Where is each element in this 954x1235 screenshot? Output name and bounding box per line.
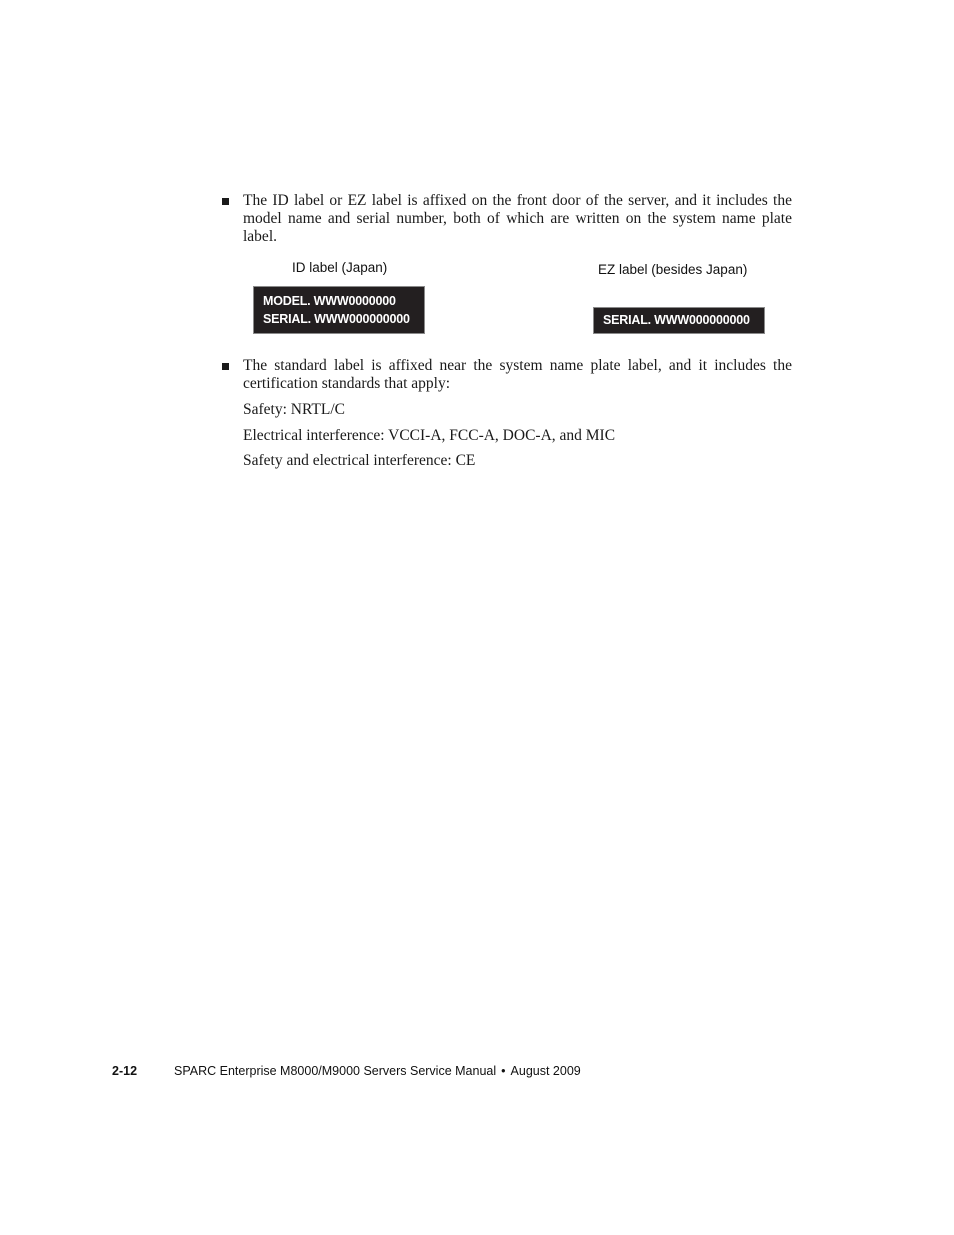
bullet-item-standard-label [222, 357, 792, 393]
page-footer [112, 1064, 581, 1078]
ez-label-plate [593, 307, 765, 334]
bullet-item-id-label [222, 192, 792, 246]
bullet-square-icon [222, 198, 229, 205]
ez-label-serial-line: SERIAL. WWW000000000 [603, 313, 750, 327]
ez-label-caption: EZ label (besides Japan) [598, 262, 748, 277]
standard-safety-electrical: Safety and electrical interference: CE [243, 452, 476, 469]
standard-safety: Safety: NRTL/C [243, 401, 345, 418]
standard-electrical: Electrical interference: VCCI-A, FCC-A, DOC-A, and MIC [243, 427, 616, 444]
bullet-text: The ID label or EZ label is affixed on the front door of the server, and it includes the model name and serial number, both of which are written on the system name plate label. [243, 192, 792, 245]
id-label-serial-line: SERIAL. WWW000000000 [263, 312, 410, 326]
manual-title: SPARC Enterprise M8000/M9000 Servers Service Manual [174, 1064, 497, 1078]
publication-date: August 2009 [510, 1064, 581, 1078]
bullet-square-icon [222, 363, 229, 370]
id-label-caption: ID label (Japan) [292, 260, 388, 275]
page-number: 2-12 [112, 1064, 138, 1078]
footer-separator: • [501, 1064, 506, 1078]
bullet-text: The standard label is affixed near the system name plate label, and it includes the certification standards that apply: [243, 357, 792, 392]
id-label-plate [253, 286, 425, 334]
id-label-model-line: MODEL. WWW0000000 [263, 294, 396, 308]
